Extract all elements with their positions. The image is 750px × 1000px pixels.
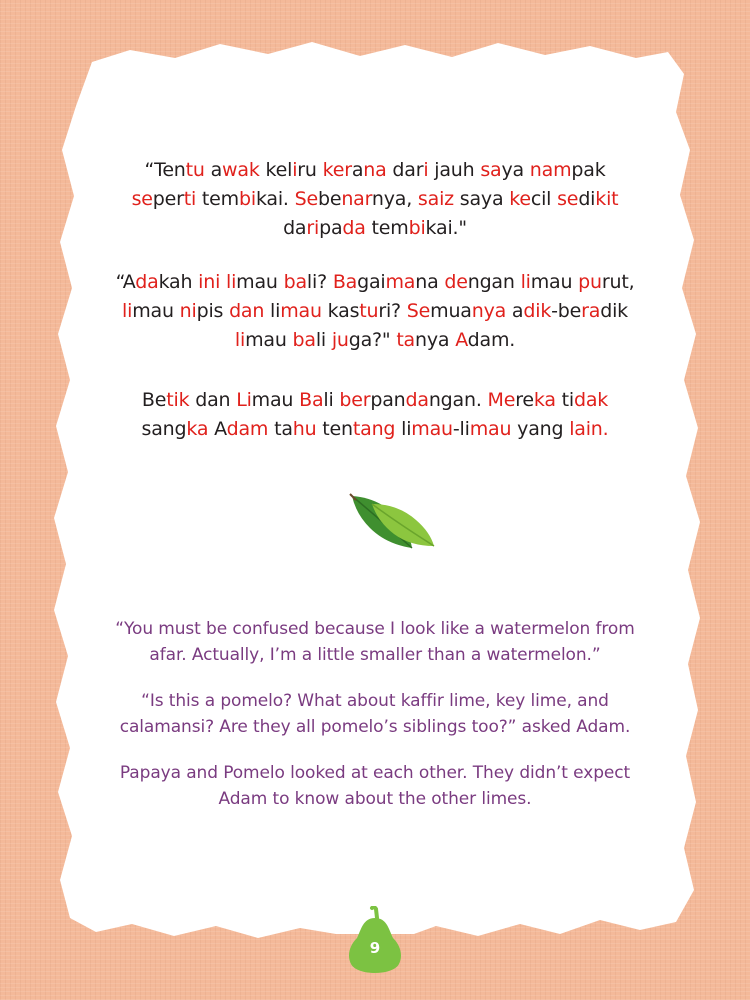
highlighted-syllable: ti (183, 188, 197, 210)
text-line: afar. Actually, I’m a little smaller than a watermelon.” (149, 645, 601, 665)
highlighted-syllable: tu (185, 159, 205, 181)
malay-paragraph-3 (100, 386, 650, 444)
text-segment: da (283, 217, 307, 239)
text-segment: mua (430, 300, 472, 322)
highlighted-syllable: wak (222, 159, 260, 181)
highlighted-syllable: da (135, 271, 159, 293)
text-segment: ngan (467, 271, 521, 293)
highlighted-syllable: ba (292, 329, 316, 351)
highlighted-syllable: ta (396, 329, 416, 351)
text-segment: kas (321, 300, 360, 322)
page-number: 9 (369, 939, 381, 957)
highlighted-syllable: da (405, 389, 429, 411)
highlighted-syllable: bi (238, 188, 256, 210)
highlighted-syllable: li (234, 329, 246, 351)
highlighted-syllable: Me (487, 389, 516, 411)
malay-paragraph-2 (100, 268, 650, 355)
text-segment: mau (530, 271, 579, 293)
text-segment: pan (370, 389, 406, 411)
text-segment: -li (452, 418, 470, 440)
text-segment: dik (600, 300, 628, 322)
highlighted-syllable: ra (581, 300, 601, 322)
text-line (100, 386, 650, 415)
highlighted-syllable: ini (198, 271, 221, 293)
highlighted-syllable: se (131, 188, 153, 210)
text-segment: yang (511, 418, 570, 440)
text-line: calamansi? Are they all pomelo’s siblings too?” asked Adam. (119, 717, 631, 737)
highlighted-syllable: dik (523, 300, 552, 322)
text-segment: ru (297, 159, 323, 181)
text-segment: kel (259, 159, 293, 181)
text-segment: saya (453, 188, 510, 210)
text-line: Adam to know about the other limes. (218, 789, 532, 809)
text-segment: “Ten (144, 159, 186, 181)
text-segment: ta (268, 418, 293, 440)
text-segment: ti (555, 389, 574, 411)
highlighted-syllable: dan (229, 300, 265, 322)
text-line (100, 297, 650, 326)
highlighted-syllable: ke (509, 188, 531, 210)
text-segment: pis (196, 300, 230, 322)
text-segment: nya (415, 329, 456, 351)
highlighted-syllable: mau (411, 418, 453, 440)
highlighted-syllable: na (363, 159, 387, 181)
highlighted-syllable: Se (406, 300, 431, 322)
leaf-icon (346, 492, 436, 552)
text-line (100, 185, 650, 214)
text-segment: per (152, 188, 184, 210)
highlighted-syllable: ri (306, 217, 320, 239)
highlighted-syllable: i (423, 159, 429, 181)
text-segment: li (315, 329, 332, 351)
text-segment: tem (365, 217, 409, 239)
text-segment: mau (236, 271, 284, 293)
text-line (100, 326, 650, 355)
text-line (100, 268, 650, 297)
highlighted-syllable: da (342, 217, 366, 239)
text-segment: mau (251, 389, 300, 411)
text-segment: dar (386, 159, 424, 181)
text-segment: pa (319, 217, 343, 239)
text-segment: tem (196, 188, 239, 210)
text-segment: dam. (467, 329, 516, 351)
highlighted-syllable: sa (480, 159, 502, 181)
text-segment: ga?" (348, 329, 397, 351)
text-segment: A (208, 418, 227, 440)
text-segment: dan (189, 389, 237, 411)
text-segment: nya, (371, 188, 418, 210)
text-segment: kah (158, 271, 199, 293)
highlighted-syllable: li (520, 271, 531, 293)
highlighted-syllable: hu (292, 418, 317, 440)
text-line (100, 156, 650, 185)
text-line: “Is this a pomelo? What about kaffir lime, key lime, and (141, 691, 609, 711)
text-segment: be (317, 188, 342, 210)
text-segment: re (515, 389, 534, 411)
highlighted-syllable: dam (226, 418, 269, 440)
text-segment: li (323, 389, 340, 411)
highlighted-syllable: Ba (332, 271, 358, 293)
text-segment: gai (357, 271, 386, 293)
text-segment: ngan. (428, 389, 488, 411)
highlighted-syllable: se (557, 188, 579, 210)
highlighted-syllable: ma (385, 271, 416, 293)
text-segment: “A (115, 271, 136, 293)
highlighted-syllable: ba (283, 271, 307, 293)
text-segment: Be (141, 389, 167, 411)
highlighted-syllable: kit (595, 188, 619, 210)
highlighted-syllable: ka (186, 418, 209, 440)
text-segment: a (351, 159, 364, 181)
highlighted-syllable: ber (339, 389, 371, 411)
text-segment: di (578, 188, 596, 210)
highlighted-syllable: tu (359, 300, 379, 322)
text-segment: li (395, 418, 412, 440)
text-segment: -be (551, 300, 582, 322)
highlighted-syllable: li (226, 271, 237, 293)
text-segment: ya (501, 159, 530, 181)
highlighted-syllable: mau (280, 300, 322, 322)
highlighted-syllable: tang (352, 418, 396, 440)
text-segment: pak (571, 159, 606, 181)
text-segment: a (204, 159, 223, 181)
highlighted-syllable: nya (471, 300, 507, 322)
highlighted-syllable: Se (294, 188, 318, 210)
highlighted-syllable: ni (179, 300, 197, 322)
text-segment: sang (141, 418, 187, 440)
highlighted-syllable: ka (533, 389, 556, 411)
text-segment: ten (316, 418, 353, 440)
text-line (100, 214, 650, 243)
text-segment: li (264, 300, 281, 322)
highlighted-syllable: tik (166, 389, 190, 411)
highlighted-syllable: lain. (569, 418, 609, 440)
highlighted-syllable: saiz (417, 188, 454, 210)
highlighted-syllable: de (444, 271, 468, 293)
highlighted-syllable: ker (322, 159, 352, 181)
highlighted-syllable: Li (236, 389, 252, 411)
highlighted-syllable: Ba (299, 389, 324, 411)
highlighted-syllable: pu (578, 271, 602, 293)
text-segment: jauh (428, 159, 481, 181)
text-line: “You must be confused because I look like a watermelon from (115, 619, 635, 639)
text-segment: kai." (425, 217, 467, 239)
text-segment: ri? (378, 300, 407, 322)
highlighted-syllable: mau (469, 418, 512, 440)
text-line: Papaya and Pomelo looked at each other. They didn’t expect (119, 763, 631, 783)
malay-paragraph-1 (100, 156, 650, 243)
highlighted-syllable: A (455, 329, 468, 351)
text-segment: mau (245, 329, 293, 351)
text-line (100, 415, 650, 444)
highlighted-syllable: nam (529, 159, 572, 181)
text-segment: cil (530, 188, 558, 210)
highlighted-syllable: nar (341, 188, 372, 210)
text-segment: mau (132, 300, 180, 322)
english-paragraph-2 (90, 688, 660, 740)
text-segment: a (506, 300, 524, 322)
highlighted-syllable: bi (408, 217, 426, 239)
text-segment: li? (306, 271, 333, 293)
text-segment: rut, (601, 271, 635, 293)
highlighted-syllable: ju (331, 329, 349, 351)
highlighted-syllable: li (122, 300, 133, 322)
text-segment: na (415, 271, 445, 293)
highlighted-syllable: dak (573, 389, 609, 411)
highlighted-syllable: i (292, 159, 298, 181)
text-segment: kai. (255, 188, 295, 210)
english-paragraph-3 (90, 760, 660, 812)
english-paragraph-1 (90, 616, 660, 668)
